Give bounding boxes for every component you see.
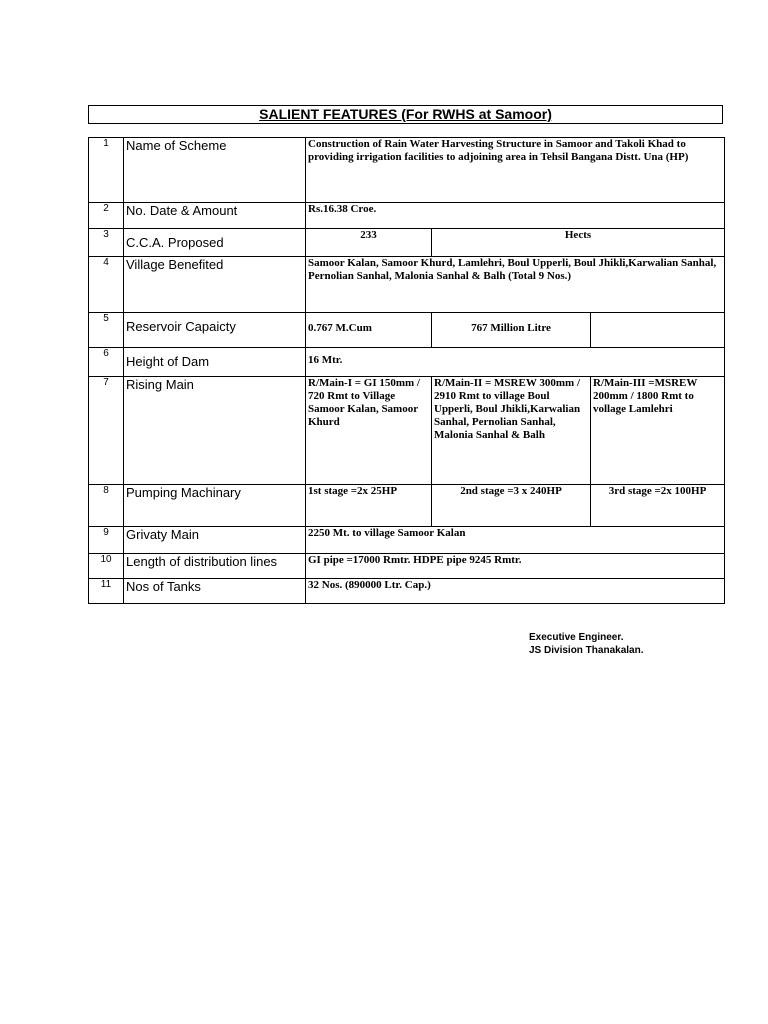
table-row: [89, 554, 725, 579]
table-row: [89, 203, 725, 229]
row-value: 1st stage =2x 25HP: [306, 485, 432, 527]
signature-title: Executive Engineer.: [529, 632, 624, 643]
table-row: [89, 377, 725, 485]
row-label: Reservoir Capaicty: [124, 313, 306, 348]
signature-division: JS Division Thanakalan.: [529, 645, 644, 656]
signature-block: [529, 631, 643, 657]
table-row: [89, 485, 725, 527]
row-value: 32 Nos. (890000 Ltr. Cap.): [306, 579, 725, 604]
document-title: SALIENT FEATURES (For RWHS at Samoor): [259, 106, 552, 122]
row-label: Height of Dam: [124, 348, 306, 377]
row-number: 2: [89, 203, 124, 229]
row-label: Pumping Machinary: [124, 485, 306, 527]
row-value: 0.767 M.Cum: [306, 313, 432, 348]
row-label: Village Benefited: [124, 257, 306, 313]
row-label: Grivaty Main: [124, 527, 306, 554]
table-row: [89, 579, 725, 604]
row-number: 10: [89, 554, 124, 579]
row-number: 3: [89, 229, 124, 257]
row-value: R/Main-I = GI 150mm / 720 Rmt to Village Samoor Kalan, Samoor Khurd: [306, 377, 432, 485]
row-label: Name of Scheme: [124, 138, 306, 203]
row-value: R/Main-III =MSREW 200mm / 1800 Rmt to vollage Lamlehri: [591, 377, 725, 485]
row-number: 11: [89, 579, 124, 604]
row-value: 233: [306, 229, 432, 257]
table-row: [89, 313, 725, 348]
table-row: [89, 348, 725, 377]
row-value: 16 Mtr.: [306, 348, 725, 377]
row-value: Rs.16.38 Croe.: [306, 203, 725, 229]
row-number: 9: [89, 527, 124, 554]
row-label: Length of distribution lines: [124, 554, 306, 579]
row-value: 2250 Mt. to village Samoor Kalan: [306, 527, 725, 554]
table-row: [89, 257, 725, 313]
row-value: Hects: [432, 229, 725, 257]
row-label: Rising Main: [124, 377, 306, 485]
salient-features-table: [88, 137, 725, 604]
row-value: [591, 313, 725, 348]
row-number: 7: [89, 377, 124, 485]
row-value: GI pipe =17000 Rmtr. HDPE pipe 9245 Rmtr.: [306, 554, 725, 579]
row-value: 2nd stage =3 x 240HP: [432, 485, 591, 527]
row-label: Nos of Tanks: [124, 579, 306, 604]
document-title-box: [88, 105, 723, 124]
row-number: 4: [89, 257, 124, 313]
row-value: R/Main-II = MSREW 300mm / 2910 Rmt to village Boul Upperli, Boul Jhikli,Karwalian Sanhal, Pernolian Sanhal, Malonia Sanhal & Balh: [432, 377, 591, 485]
row-value: Samoor Kalan, Samoor Khurd, Lamlehri, Boul Upperli, Boul Jhikli,Karwalian Sanhal, Pernolian Sanhal, Malonia Sanhal & Balh (Total 9 Nos.): [306, 257, 725, 313]
row-label: C.C.A. Proposed: [124, 229, 306, 257]
row-number: 6: [89, 348, 124, 377]
table-row: [89, 229, 725, 257]
table-row: [89, 138, 725, 203]
row-value: 3rd stage =2x 100HP: [591, 485, 725, 527]
row-number: 8: [89, 485, 124, 527]
table-row: [89, 527, 725, 554]
row-value: Construction of Rain Water Harvesting Structure in Samoor and Takoli Khad to providing irrigation facilities to adjoining area in Tehsil Bangana Distt. Una (HP): [306, 138, 725, 203]
row-label: No. Date & Amount: [124, 203, 306, 229]
row-number: 1: [89, 138, 124, 203]
row-value: 767 Million Litre: [432, 313, 591, 348]
row-number: 5: [89, 313, 124, 348]
